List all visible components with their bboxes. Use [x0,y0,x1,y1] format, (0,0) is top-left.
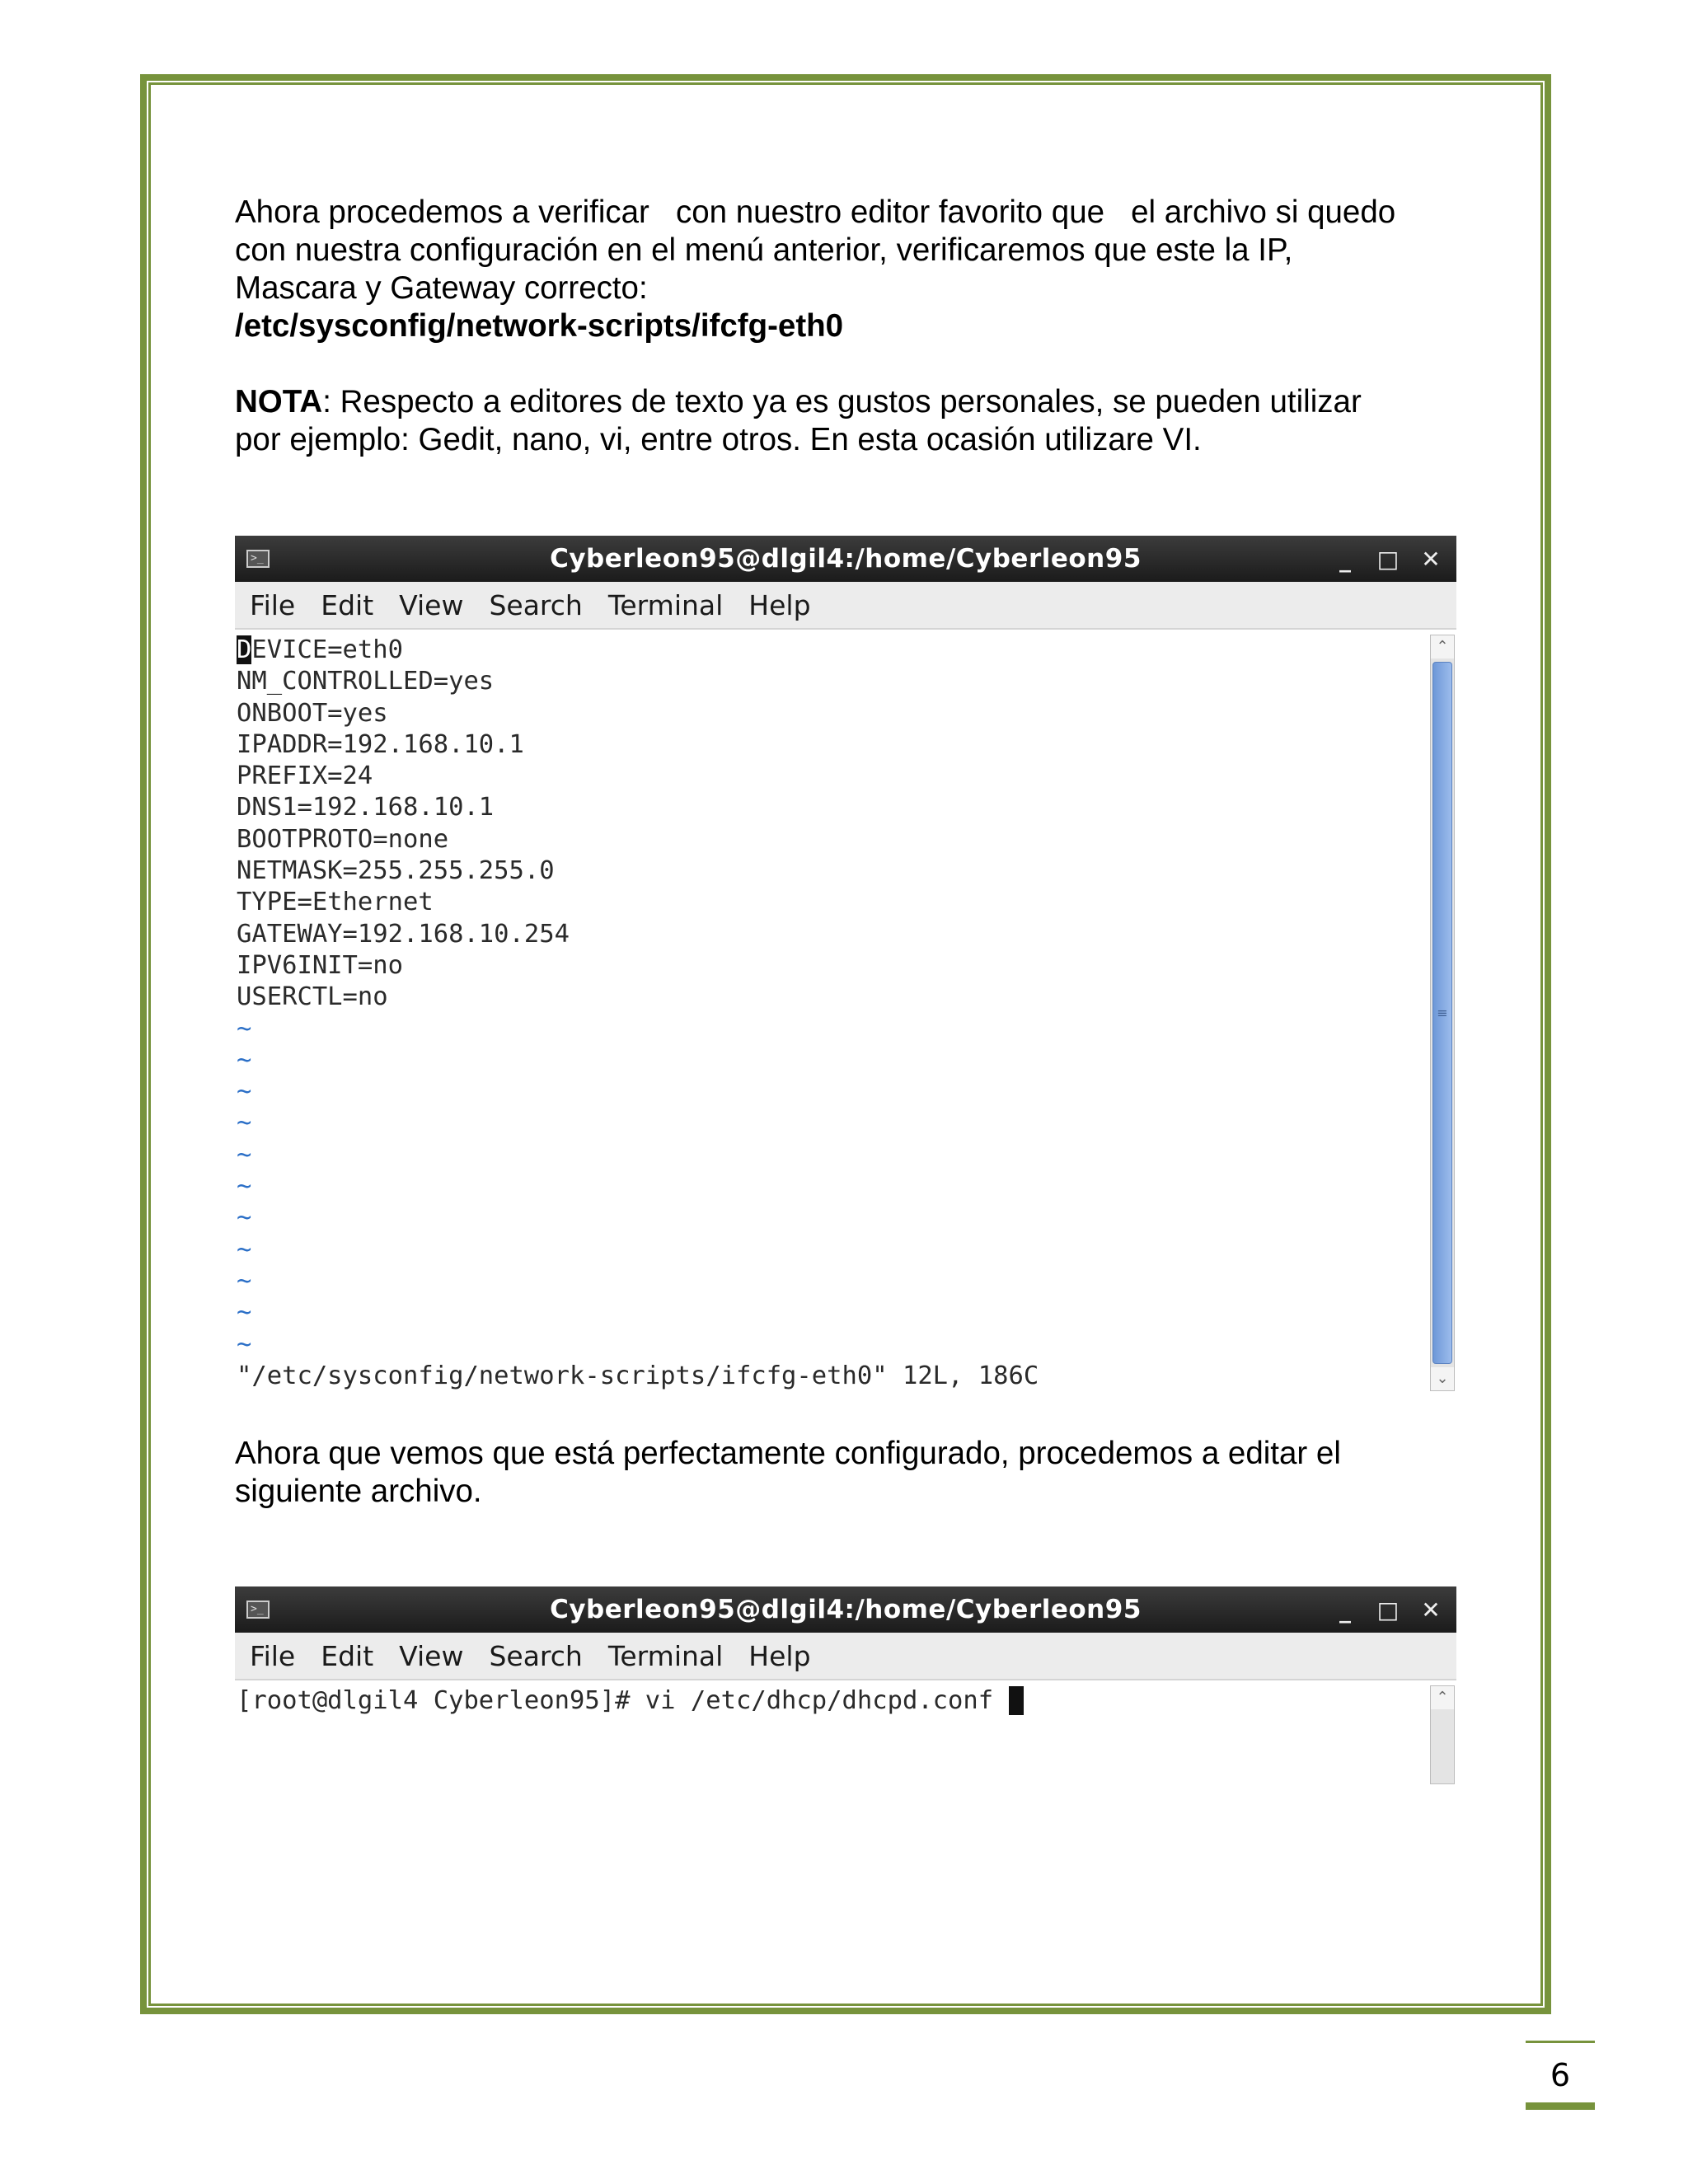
page-number-rule-bottom [1526,2102,1595,2110]
terminal-window-1 [235,536,1456,1394]
menu-edit[interactable]: Edit [321,588,374,621]
maximize-icon[interactable]: □ [1376,1596,1400,1624]
vi-status-line: "/etc/sysconfig/network-scripts/ifcfg-eth0" 12L, 186C [237,1361,1039,1390]
empty-line-tilde: ~ [237,1172,252,1202]
buffer-line: TYPE=Ethernet [237,888,434,917]
menu-view[interactable]: View [399,588,464,621]
menu-terminal[interactable]: Terminal [607,1639,724,1672]
menu-help[interactable]: Help [748,1639,811,1672]
scroll-thumb[interactable] [1432,662,1452,1364]
terminal-menubar [235,582,1456,630]
scroll-up-icon[interactable]: ⌃ [1431,635,1454,658]
note-text-1: : Respecto a editores de texto ya es gustos personales, se pueden utilizar [322,384,1362,419]
intro-line-3: Mascara y Gateway correcto: [235,270,648,306]
terminal-content[interactable] [235,1680,1456,1784]
middle-line-1: Ahora que vemos que está perfectamente configurado, procedemos a editar el [235,1436,1341,1471]
terminal-content[interactable] [235,630,1456,1394]
terminal-titlebar [235,536,1456,582]
buffer-line: DNS1=192.168.10.1 [237,793,495,823]
buffer-line: USERCTL=no [237,982,388,1012]
empty-line-tilde: ~ [237,1235,252,1264]
buffer-line: NM_CONTROLLED=yes [237,667,495,696]
shell-command: [root@dlgil4 Cyberleon95]# vi /etc/dhcp/dhcpd.conf [237,1686,1009,1715]
middle-line-2: siguiente archivo. [235,1474,482,1509]
vi-buffer [237,635,1039,1392]
empty-line-tilde: ~ [237,1266,252,1296]
terminal-menubar [235,1633,1456,1680]
empty-line-tilde: ~ [237,1014,252,1043]
buffer-line: IPV6INIT=no [237,950,403,980]
terminal-title: Cyberleon95@dlgil4:/home/Cyberleon95 [550,544,1142,574]
minimize-icon[interactable]: _ [1339,1596,1351,1624]
buffer-line: IPADDR=192.168.10.1 [237,729,524,759]
grip-icon: ≡ [1437,1005,1448,1021]
scroll-down-icon[interactable]: ⌄ [1431,1367,1454,1390]
buffer-line: ONBOOT=yes [237,698,388,728]
page-number: 6 [1550,2057,1571,2093]
menu-search[interactable]: Search [489,1639,583,1672]
empty-line-tilde: ~ [237,1108,252,1138]
terminal-window-2 [235,1586,1456,1784]
empty-line-tilde: ~ [237,1140,252,1169]
page-number-box [1526,2041,1595,2110]
intro-file-path: /etc/sysconfig/network-scripts/ifcfg-eth0 [235,308,844,344]
page-number-rule-top [1526,2041,1595,2043]
empty-line-tilde: ~ [237,1045,252,1075]
terminal-titlebar [235,1586,1456,1633]
text-cursor [1009,1686,1024,1715]
maximize-icon[interactable]: □ [1376,545,1400,573]
empty-line-tilde: ~ [237,1077,252,1107]
buffer-line: BOOTPROTO=none [237,824,449,854]
terminal-title: Cyberleon95@dlgil4:/home/Cyberleon95 [550,1595,1142,1624]
empty-line-tilde: ~ [237,1203,252,1233]
menu-help[interactable]: Help [748,588,811,621]
scroll-up-icon[interactable]: ⌃ [1431,1686,1454,1709]
menu-terminal[interactable]: Terminal [607,588,724,621]
menu-edit[interactable]: Edit [321,1639,374,1672]
note-label: NOTA [235,384,323,419]
terminal-app-icon: >_ [246,550,270,568]
buffer-line: PREFIX=24 [237,762,373,791]
terminal-app-icon: >_ [246,1601,270,1619]
intro-line-2: con nuestra configuración en el menú anterior, verificaremos que este la IP, [235,232,1293,268]
vertical-scrollbar[interactable] [1430,1685,1455,1784]
menu-file[interactable]: File [250,1639,296,1672]
buffer-line: DEVICE=eth0 [237,635,404,664]
note-line-1 [235,383,1362,421]
empty-line-tilde: ~ [237,1298,252,1328]
vertical-scrollbar[interactable] [1430,635,1455,1391]
buffer-line: GATEWAY=192.168.10.254 [237,919,570,949]
close-icon[interactable]: ✕ [1421,1596,1441,1624]
buffer-line: NETMASK=255.255.255.0 [237,856,555,886]
menu-search[interactable]: Search [489,588,583,621]
shell-output [237,1685,1024,1717]
menu-view[interactable]: View [399,1639,464,1672]
text-cursor: D [237,635,252,664]
note-line-2: por ejemplo: Gedit, nano, vi, entre otros. En esta ocasión utilizare VI. [235,422,1202,457]
close-icon[interactable]: ✕ [1421,545,1441,573]
minimize-icon[interactable]: _ [1339,545,1351,573]
menu-file[interactable]: File [250,588,296,621]
intro-line-1: Ahora procedemos a verificar con nuestro editor favorito que el archivo si quedo [235,194,1396,230]
shell-prompt-line [237,1685,1024,1717]
empty-line-tilde: ~ [237,1329,252,1359]
